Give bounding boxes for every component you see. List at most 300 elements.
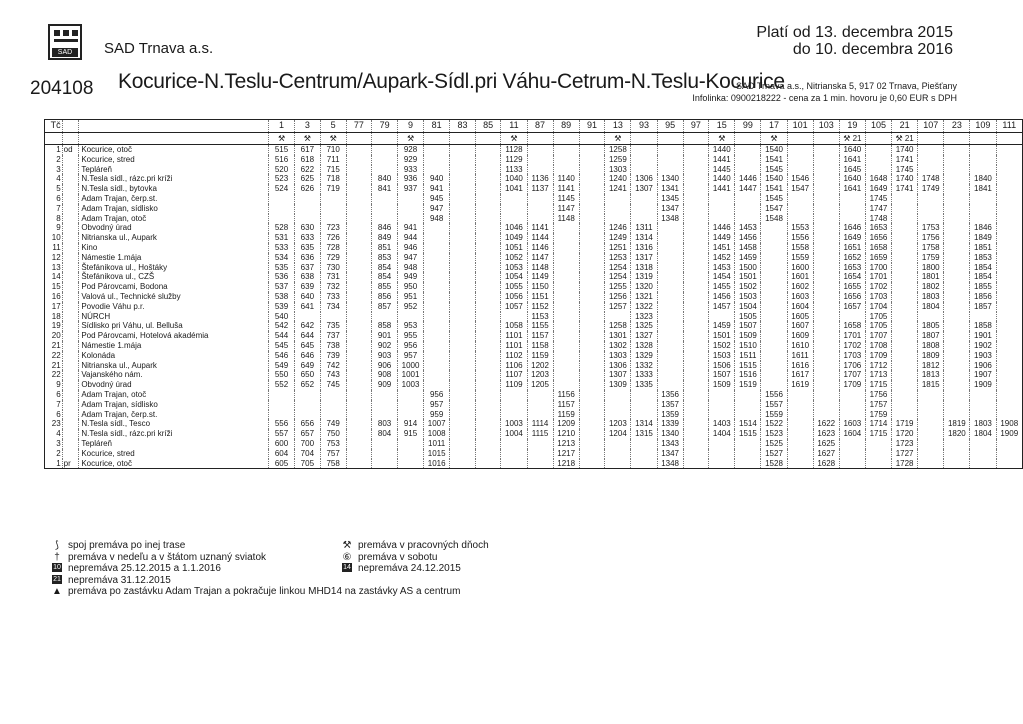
departure-time: 1148 <box>527 263 553 273</box>
departure-time: 1159 <box>527 351 553 361</box>
departure-time <box>475 312 501 322</box>
trip-number: 91 <box>579 120 605 133</box>
departure-time <box>918 439 944 449</box>
stop-tc: 22 <box>45 370 63 380</box>
departure-time: 906 <box>372 361 398 371</box>
stop-tc: 8 <box>45 214 63 224</box>
table-row <box>45 380 1023 390</box>
departure-time: 1854 <box>970 263 996 273</box>
departure-time: 1603 <box>787 292 813 302</box>
stop-name: Povodie Váhu p.r. <box>79 302 269 312</box>
departure-time: 1205 <box>527 380 553 390</box>
departure-time: 1514 <box>735 419 761 429</box>
departure-time <box>372 204 398 214</box>
departure-time <box>813 253 839 263</box>
stop-od <box>62 233 79 243</box>
departure-time: 1332 <box>631 361 657 371</box>
stop-name: Adam Trajan, otoč <box>79 390 269 400</box>
departure-time <box>839 214 865 224</box>
departure-time <box>424 145 450 155</box>
departure-time <box>761 272 787 282</box>
trip-number: 99 <box>735 120 761 133</box>
departure-time: 1753 <box>918 223 944 233</box>
departure-time: 1705 <box>865 321 891 331</box>
departure-time <box>553 302 579 312</box>
departure-time: 1455 <box>709 282 735 292</box>
departure-time: 1645 <box>839 165 865 175</box>
departure-time: 1502 <box>709 341 735 351</box>
departure-time: 1158 <box>527 341 553 351</box>
departure-time: 536 <box>269 272 295 282</box>
departure-time: 1705 <box>865 312 891 322</box>
departure-time <box>631 449 657 459</box>
departure-time: 644 <box>294 331 320 341</box>
departure-time <box>970 459 996 469</box>
departure-time: 1709 <box>839 380 865 390</box>
departure-time <box>527 145 553 155</box>
departure-time <box>346 204 372 214</box>
departure-time <box>996 155 1023 165</box>
departure-time <box>450 155 476 165</box>
departure-time: 1451 <box>709 243 735 253</box>
table-row <box>45 282 1023 292</box>
departure-time: 745 <box>320 380 346 390</box>
departure-time: 1556 <box>761 390 787 400</box>
departure-time: 1144 <box>527 233 553 243</box>
departure-time: 1808 <box>918 341 944 351</box>
departure-time <box>320 214 346 224</box>
departure-time <box>475 233 501 243</box>
departure-time: 1804 <box>970 429 996 439</box>
departure-time <box>346 155 372 165</box>
departure-time: 1505 <box>735 312 761 322</box>
trip-number: 83 <box>450 120 476 133</box>
trip-number: 17 <box>761 120 787 133</box>
departure-time <box>346 292 372 302</box>
departure-time <box>475 243 501 253</box>
departure-time <box>605 459 631 469</box>
departure-time <box>944 223 970 233</box>
departure-time <box>553 380 579 390</box>
departure-time: 1325 <box>631 321 657 331</box>
departure-time <box>553 233 579 243</box>
departure-time: 640 <box>294 292 320 302</box>
departure-time <box>346 439 372 449</box>
departure-time <box>605 194 631 204</box>
departure-time <box>892 282 918 292</box>
departure-time: 1152 <box>527 302 553 312</box>
departure-time <box>657 341 683 351</box>
departure-time <box>553 341 579 351</box>
departure-time: 637 <box>294 263 320 273</box>
departure-time <box>813 145 839 155</box>
departure-time: 947 <box>397 253 423 263</box>
departure-time <box>424 361 450 371</box>
trip-note <box>813 133 839 145</box>
table-row <box>45 263 1023 273</box>
departure-time <box>813 341 839 351</box>
trip-number: 5 <box>320 120 346 133</box>
departure-time: 955 <box>397 331 423 341</box>
tc-header: Tč <box>45 120 63 133</box>
departure-time <box>346 390 372 400</box>
departure-time: 1306 <box>605 361 631 371</box>
stop-tc: 12 <box>45 253 63 263</box>
table-row <box>45 253 1023 263</box>
departure-time: 1501 <box>709 331 735 341</box>
departure-time: 1702 <box>839 341 865 351</box>
table-row <box>45 449 1023 459</box>
operator-address: SAD Trnava a.s., Nitrianska 5, 917 02 Trnava, Piešťany <box>736 81 957 91</box>
departure-time: 642 <box>294 321 320 331</box>
table-row <box>45 429 1023 439</box>
departure-time <box>424 165 450 175</box>
departure-time: 1528 <box>761 459 787 469</box>
stop-name: Vajanského nám. <box>79 370 269 380</box>
departure-time: 649 <box>294 361 320 371</box>
departure-time: 1359 <box>657 410 683 420</box>
departure-time <box>631 204 657 214</box>
departure-time <box>450 233 476 243</box>
departure-time <box>735 194 761 204</box>
departure-time <box>397 312 423 322</box>
stop-od <box>62 282 79 292</box>
departure-time <box>579 439 605 449</box>
departure-time: 940 <box>424 174 450 184</box>
departure-time: 1156 <box>553 390 579 400</box>
departure-time <box>813 223 839 233</box>
departure-time <box>944 380 970 390</box>
stop-od <box>62 243 79 253</box>
departure-time: 622 <box>294 165 320 175</box>
departure-time: 742 <box>320 361 346 371</box>
departure-time: 1858 <box>970 321 996 331</box>
departure-time: 1151 <box>527 292 553 302</box>
departure-time: 858 <box>372 321 398 331</box>
stop-tc: 22 <box>45 351 63 361</box>
stop-od <box>62 419 79 429</box>
departure-time: 539 <box>269 302 295 312</box>
stop-tc: 3 <box>45 439 63 449</box>
departure-time <box>787 165 813 175</box>
trip-note <box>944 133 970 145</box>
departure-time <box>475 184 501 194</box>
departure-time <box>944 449 970 459</box>
stop-tc: 6 <box>45 410 63 420</box>
departure-time <box>683 361 709 371</box>
departure-time: 1619 <box>787 380 813 390</box>
legend-item <box>52 586 460 598</box>
departure-time <box>709 194 735 204</box>
departure-time <box>996 223 1023 233</box>
departure-time: 1209 <box>553 419 579 429</box>
departure-time: 1515 <box>735 361 761 371</box>
departure-time: 1445 <box>709 165 735 175</box>
departure-time <box>944 263 970 273</box>
departure-time: 1756 <box>865 390 891 400</box>
notes-spacer <box>79 133 269 145</box>
departure-time: 630 <box>294 223 320 233</box>
stop-od <box>62 214 79 224</box>
stop-name: Adam Trajan, sídlisko <box>79 400 269 410</box>
departure-time <box>553 243 579 253</box>
legend-symbol: 21 <box>53 575 61 583</box>
departure-time <box>450 214 476 224</box>
departure-time: 1319 <box>631 272 657 282</box>
departure-time <box>657 312 683 322</box>
departure-time: 1800 <box>918 263 944 273</box>
departure-time: 1302 <box>605 341 631 351</box>
departure-time <box>970 312 996 322</box>
departure-time <box>372 312 398 322</box>
departure-time <box>735 204 761 214</box>
departure-time <box>450 204 476 214</box>
departure-time: 645 <box>294 341 320 351</box>
departure-time <box>294 194 320 204</box>
stop-name: Tepláreň <box>79 165 269 175</box>
stop-tc: 19 <box>45 321 63 331</box>
legend-symbol: ⟆ <box>55 540 59 551</box>
departure-time: 959 <box>424 410 450 420</box>
departure-time: 1540 <box>761 174 787 184</box>
trip-note <box>996 133 1023 145</box>
stop-name: Námestie 1.mája <box>79 341 269 351</box>
departure-time <box>579 341 605 351</box>
trip-number: 95 <box>657 120 683 133</box>
departure-time <box>475 223 501 233</box>
stop-od <box>62 253 79 263</box>
departure-time: 1815 <box>918 380 944 390</box>
legend-symbol: 10 <box>53 564 61 571</box>
table-row <box>45 390 1023 400</box>
departure-time: 1901 <box>970 331 996 341</box>
departure-time: 1440 <box>709 145 735 155</box>
departure-time <box>709 214 735 224</box>
departure-time <box>683 263 709 273</box>
departure-time <box>475 155 501 165</box>
departure-time <box>346 459 372 469</box>
departure-time: 1604 <box>787 302 813 312</box>
departure-time: 1007 <box>424 419 450 429</box>
departure-time: 948 <box>397 263 423 273</box>
legend-text: premáva v nedeľu a v štátom uznaný sviatok <box>68 551 267 563</box>
departure-time: 626 <box>294 184 320 194</box>
departure-time: 1903 <box>970 351 996 361</box>
departure-time <box>579 272 605 282</box>
departure-time: 1813 <box>918 370 944 380</box>
departure-time <box>579 243 605 253</box>
departure-time <box>346 223 372 233</box>
departure-time <box>944 331 970 341</box>
departure-time <box>761 223 787 233</box>
departure-time <box>579 459 605 469</box>
departure-time: 1454 <box>709 272 735 282</box>
departure-time: 1101 <box>501 331 527 341</box>
departure-time <box>346 272 372 282</box>
departure-time <box>709 459 735 469</box>
stop-name: Kolonáda <box>79 351 269 361</box>
departure-time <box>892 204 918 214</box>
departure-time: 556 <box>269 419 295 429</box>
stop-od <box>62 429 79 439</box>
departure-time: 528 <box>269 223 295 233</box>
departure-time <box>450 370 476 380</box>
departure-time <box>918 155 944 165</box>
stop-name: Sídlisko pri Váhu, ul. Bellušа <box>79 321 269 331</box>
departure-time <box>320 312 346 322</box>
departure-time: 618 <box>294 155 320 165</box>
legend-item <box>342 540 489 552</box>
departure-time <box>346 194 372 204</box>
departure-time <box>269 204 295 214</box>
departure-time: 1204 <box>605 429 631 439</box>
legend-right <box>342 540 489 575</box>
departure-time: 1459 <box>709 321 735 331</box>
table-row <box>45 419 1023 429</box>
departure-time <box>735 214 761 224</box>
departure-time: 840 <box>372 174 398 184</box>
departure-time: 758 <box>320 459 346 469</box>
departure-time <box>735 449 761 459</box>
departure-time <box>372 390 398 400</box>
departure-time <box>944 361 970 371</box>
departure-time <box>475 165 501 175</box>
departure-time: 750 <box>320 429 346 439</box>
departure-time: 1541 <box>761 184 787 194</box>
departure-time: 728 <box>320 243 346 253</box>
route-name: Kocurice-N.Teslu-Centrum/Aupark-Sídl.pri Váhu-Cetrum-N.Teslu-Kocurice <box>118 70 785 93</box>
departure-time: 854 <box>372 272 398 282</box>
departure-time: 1317 <box>631 253 657 263</box>
departure-time <box>372 400 398 410</box>
departure-time <box>944 410 970 420</box>
trip-number: 81 <box>424 120 450 133</box>
trip-number: 19 <box>839 120 865 133</box>
departure-time <box>865 449 891 459</box>
departure-time <box>579 263 605 273</box>
departure-time: 804 <box>372 429 398 439</box>
stop-name: Kocurice, otoč <box>79 145 269 155</box>
infoline: Infolinka: 0900218222 - cena za 1 min. hovoru je 0,60 EUR s DPH <box>692 93 957 103</box>
departure-time <box>709 204 735 214</box>
departure-time: 1356 <box>657 390 683 400</box>
trip-number: 103 <box>813 120 839 133</box>
legend-text: premáva v sobotu <box>358 551 438 563</box>
departure-time <box>450 449 476 459</box>
departure-time <box>579 331 605 341</box>
stop-name: Kocurice, stred <box>79 449 269 459</box>
departure-time <box>683 390 709 400</box>
table-row <box>45 174 1023 184</box>
departure-time: 1707 <box>839 370 865 380</box>
departure-time: 1723 <box>892 439 918 449</box>
departure-time <box>892 410 918 420</box>
departure-time <box>996 204 1023 214</box>
departure-time <box>683 282 709 292</box>
departure-time <box>631 410 657 420</box>
departure-time: 1057 <box>501 302 527 312</box>
departure-time <box>450 292 476 302</box>
departure-time: 1357 <box>657 400 683 410</box>
departure-time <box>944 174 970 184</box>
departure-time: 902 <box>372 341 398 351</box>
departure-time <box>450 263 476 273</box>
departure-time: 1333 <box>631 370 657 380</box>
trip-note <box>918 133 944 145</box>
departure-time: 1704 <box>865 302 891 312</box>
departure-time <box>944 321 970 331</box>
logo-text: SAD <box>52 48 78 57</box>
trip-note <box>553 133 579 145</box>
departure-time <box>579 419 605 429</box>
departure-time: 1256 <box>605 292 631 302</box>
departure-time <box>424 292 450 302</box>
departure-time <box>918 400 944 410</box>
trip-note <box>346 133 372 145</box>
departure-time <box>709 400 735 410</box>
departure-time <box>735 410 761 420</box>
departure-time: 1159 <box>553 410 579 420</box>
legend-symbol: ⑥ <box>342 551 352 563</box>
departure-time: 949 <box>397 272 423 282</box>
departure-time <box>450 312 476 322</box>
departure-time: 515 <box>269 145 295 155</box>
departure-time <box>683 341 709 351</box>
departure-time: 1756 <box>918 233 944 243</box>
departure-time: 1447 <box>735 184 761 194</box>
departure-time <box>996 439 1023 449</box>
departure-time: 1147 <box>527 253 553 263</box>
table-row <box>45 370 1023 380</box>
departure-time <box>475 282 501 292</box>
departure-time <box>683 449 709 459</box>
stop-od <box>62 361 79 371</box>
departure-time: 1255 <box>605 282 631 292</box>
stop-name: Nitrianska ul., Aupark <box>79 233 269 243</box>
table-row <box>45 184 1023 194</box>
departure-time: 951 <box>397 292 423 302</box>
departure-time: 735 <box>320 321 346 331</box>
departure-time <box>892 370 918 380</box>
departure-time: 1339 <box>657 419 683 429</box>
departure-time <box>450 351 476 361</box>
departure-time: 1741 <box>892 184 918 194</box>
departure-time: 1623 <box>813 429 839 439</box>
stop-od <box>62 184 79 194</box>
departure-time <box>683 155 709 165</box>
departure-time: 1906 <box>970 361 996 371</box>
departure-time: 1008 <box>424 429 450 439</box>
departure-time <box>657 145 683 155</box>
departure-time <box>813 243 839 253</box>
departure-time: 947 <box>424 204 450 214</box>
departure-time: 1341 <box>657 184 683 194</box>
stop-od <box>62 165 79 175</box>
departure-time: 1504 <box>735 302 761 312</box>
stop-od <box>62 272 79 282</box>
stop-od <box>62 174 79 184</box>
departure-time: 1456 <box>735 233 761 243</box>
departure-time <box>553 331 579 341</box>
stop-name: Námestie 1.mája <box>79 253 269 263</box>
trip-note <box>372 133 398 145</box>
departure-time <box>579 302 605 312</box>
departure-time: 1052 <box>501 253 527 263</box>
departure-time <box>424 302 450 312</box>
departure-time: 1516 <box>735 370 761 380</box>
departure-time: 625 <box>294 174 320 184</box>
departure-time <box>553 361 579 371</box>
